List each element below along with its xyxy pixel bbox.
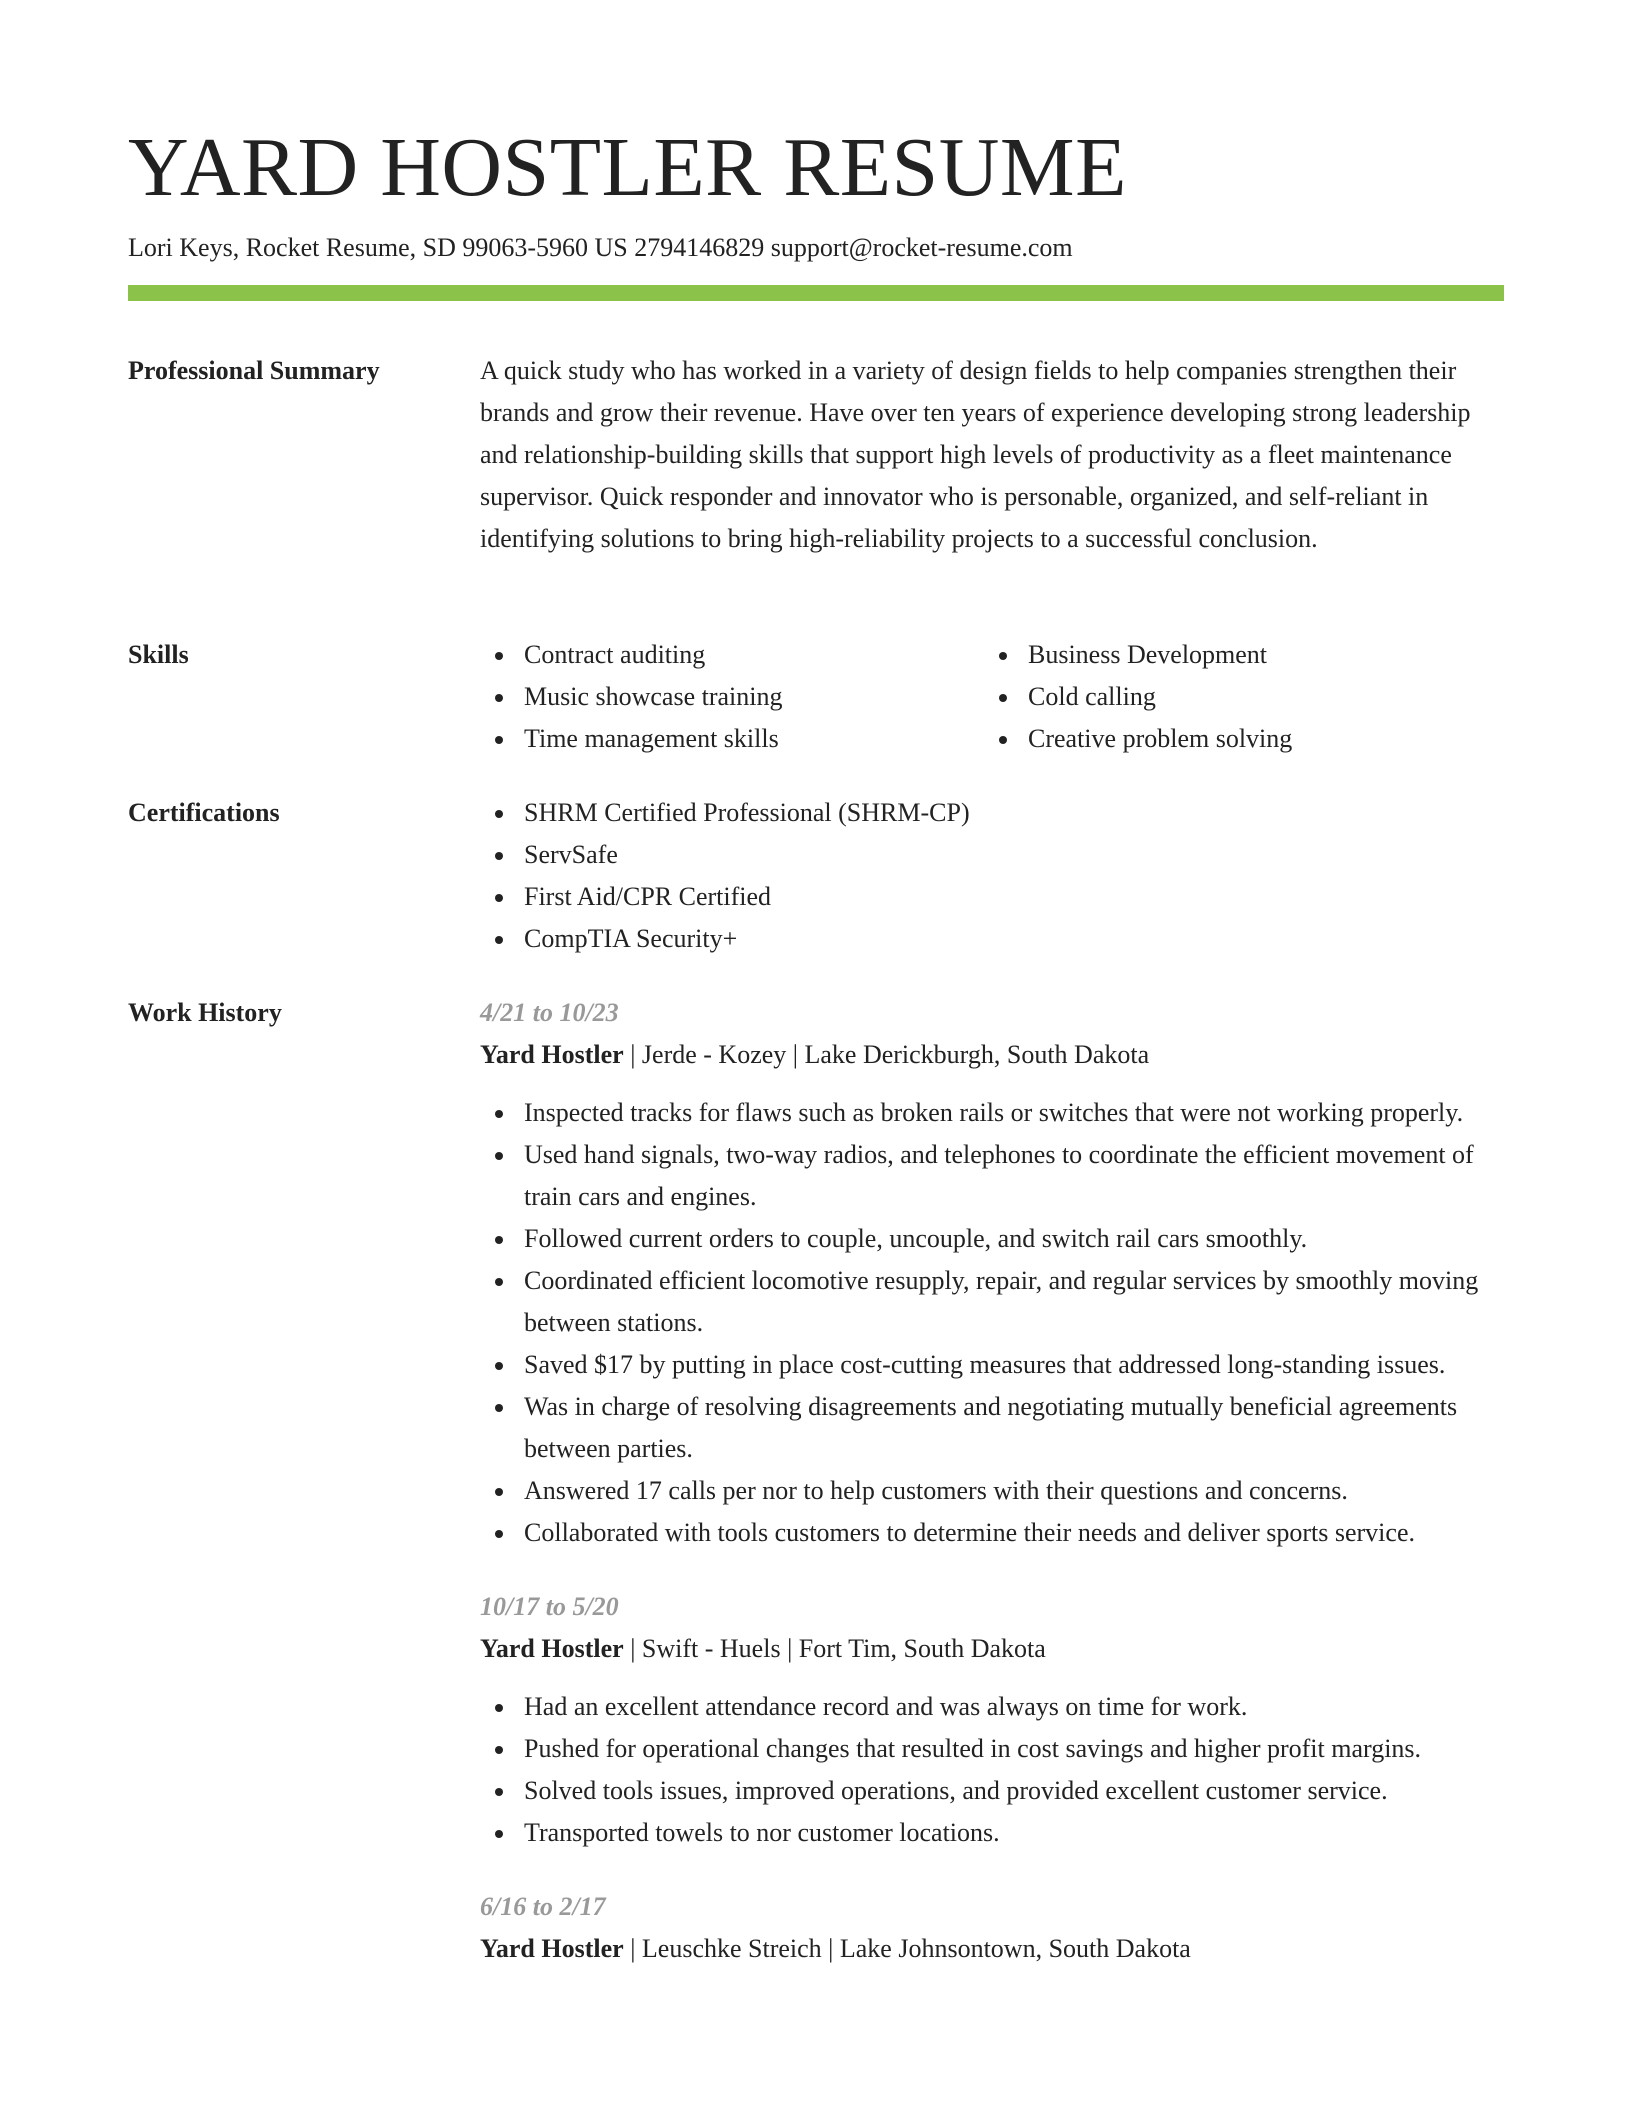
- job-title: Yard Hostler: [480, 1040, 624, 1069]
- job-details: | Swift - Huels | Fort Tim, South Dakota: [623, 1634, 1046, 1663]
- list-item: Transported towels to nor customer locations.: [480, 1812, 1504, 1854]
- list-item: Business Development: [984, 634, 1488, 676]
- list-item: Solved tools issues, improved operations, and provided excellent customer service.: [480, 1770, 1504, 1812]
- list-item: Saved $17 by putting in place cost-cutting measures that addressed long-standing issues.: [480, 1344, 1504, 1386]
- certifications-list: [480, 792, 1504, 960]
- list-item: Coordinated efficient locomotive resupply, repair, and regular services by smoothly moving between stations.: [480, 1260, 1504, 1344]
- page-title: YARD HOSTLER RESUME: [128, 121, 1127, 214]
- list-item: First Aid/CPR Certified: [480, 876, 1504, 918]
- certifications-label: Certifications: [128, 798, 280, 827]
- summary-content: [480, 350, 1504, 560]
- list-item: Time management skills: [480, 718, 984, 760]
- work-history-content: [480, 992, 1504, 1970]
- list-item: Inspected tracks for flaws such as broken rails or switches that were not working properly.: [480, 1092, 1504, 1134]
- list-item: Collaborated with tools customers to determine their needs and deliver sports service.: [480, 1512, 1504, 1554]
- skills-content: [480, 634, 1504, 760]
- summary-text: A quick study who has worked in a variety of design fields to help companies strengthen their brands and grow their revenue. Have over ten years of experience developing strong leadership and relationship-building skills that support high levels of productivity as a fleet maintenance supervisor. Quick responder and innovator who is personable, organized, and self-reliant in identifying solutions to bring high-reliability projects to a successful conclusion.: [480, 356, 1471, 553]
- job-entry: [480, 1886, 1504, 1970]
- summary-label: Professional Summary: [128, 356, 380, 385]
- job-bullets: [480, 1092, 1504, 1554]
- job-title: Yard Hostler: [480, 1934, 624, 1963]
- list-item: Was in charge of resolving disagreements and negotiating mutually beneficial agreements between parties.: [480, 1386, 1504, 1470]
- job-entry: [480, 1586, 1504, 1854]
- job-dates: 4/21 to 10/23: [480, 998, 619, 1027]
- job-entry: [480, 992, 1504, 1554]
- list-item: CompTIA Security+: [480, 918, 1504, 960]
- work-history-label: Work History: [128, 998, 282, 1027]
- job-dates: 6/16 to 2/17: [480, 1892, 606, 1921]
- skills-column-2: [984, 634, 1488, 760]
- contact-info: Lori Keys, Rocket Resume, SD 99063-5960 US 2794146829 support@rocket-resume.com: [128, 233, 1073, 262]
- job-heading: [480, 1928, 1504, 1970]
- list-item: Had an excellent attendance record and was always on time for work.: [480, 1686, 1504, 1728]
- job-details: | Leuschke Streich | Lake Johnsontown, South Dakota: [623, 1934, 1191, 1963]
- list-item: Music showcase training: [480, 676, 984, 718]
- skills-label: Skills: [128, 640, 189, 669]
- list-item: ServSafe: [480, 834, 1504, 876]
- job-heading: [480, 1628, 1504, 1670]
- job-dates: 10/17 to 5/20: [480, 1592, 619, 1621]
- list-item: Contract auditing: [480, 634, 984, 676]
- certifications-content: [480, 792, 1504, 960]
- accent-divider: [128, 285, 1504, 301]
- job-heading: [480, 1034, 1504, 1076]
- skills-column-1: [480, 634, 984, 760]
- skills-grid: [480, 634, 1504, 760]
- list-item: Creative problem solving: [984, 718, 1488, 760]
- job-details: | Jerde - Kozey | Lake Derickburgh, South Dakota: [623, 1040, 1150, 1069]
- job-title: Yard Hostler: [480, 1634, 624, 1663]
- list-item: Answered 17 calls per nor to help customers with their questions and concerns.: [480, 1470, 1504, 1512]
- list-item: Used hand signals, two-way radios, and telephones to coordinate the efficient movement of train cars and engines.: [480, 1134, 1504, 1218]
- list-item: SHRM Certified Professional (SHRM-CP): [480, 792, 1504, 834]
- list-item: Cold calling: [984, 676, 1488, 718]
- list-item: Followed current orders to couple, uncouple, and switch rail cars smoothly.: [480, 1218, 1504, 1260]
- list-item: Pushed for operational changes that resulted in cost savings and higher profit margins.: [480, 1728, 1504, 1770]
- job-bullets: [480, 1686, 1504, 1854]
